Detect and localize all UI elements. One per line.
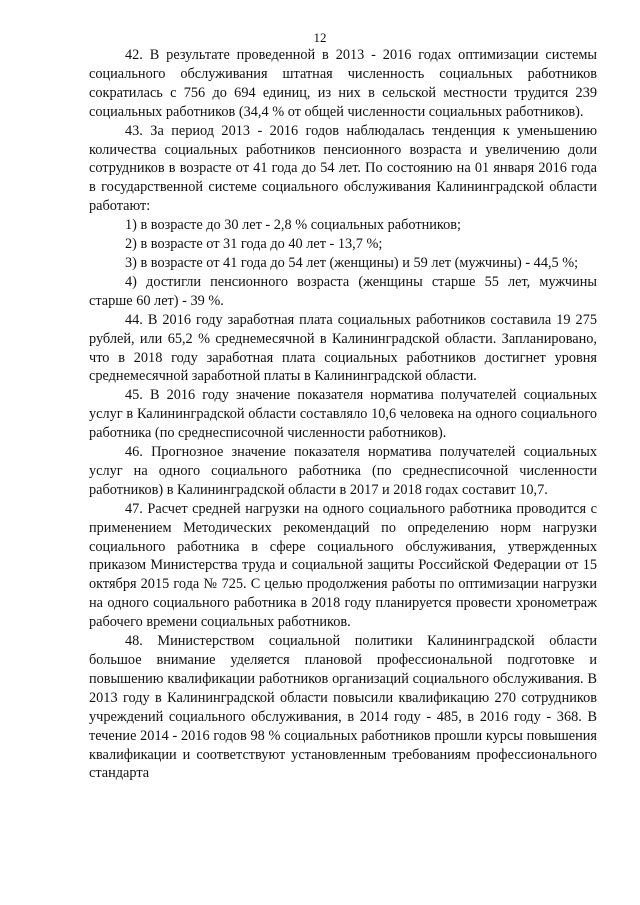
document-body [89, 46, 597, 783]
list-item-pension-age: 4) достигли пенсионного возраста (женщины старше 55 лет, мужчины старше 60 лет) - 39 %. [89, 273, 597, 309]
paragraph-46: 46. Прогнозное значение показателя норматива получателей социальных услуг на одного социального работника (по среднесписочной численности работников) в Калининградской области в 2017 и 2018 годах составит 10,7. [89, 444, 597, 498]
paragraph-48: 48. Министерством социальной политики Калининградской области большое внимание уделяется плановой профессиональной подготовке и повышению квалификации работников организаций социального обслуживания. В 2013 году в Калининградской области повысили квалификацию 270 сотрудников учреждений социального обслуживания, в 2014 году - 485, в 2016 году - 368. В течение 2014 - 2016 годов 98 % социальных работников прошли курсы повышения квалификации и соответствуют установленным требованиям профессионального стандарта [89, 633, 597, 782]
list-item-age-under-30: 1) в возрасте до 30 лет - 2,8 % социальных работников; [125, 217, 461, 234]
paragraph-45: 45. В 2016 году значение показателя норматива получателей социальных услуг в Калининградской области составляло 10,6 человека на одного социального работника (по среднесписочной численности работников). [89, 387, 597, 442]
paragraph-42: 42. В результате проведенной в 2013 - 2016 годах оптимизации системы социального обслуживания штатная численность социальных работников сократилась с 756 до 694 единиц, из них в сельской местности трудится 239 социальных работников (34,4 % от общей численности социальных работников). [89, 47, 597, 120]
page-number: 12 [313, 30, 327, 45]
paragraph-47: 47. Расчет средней нагрузки на одного социального работника проводится с применением Методических рекомендаций по определению норм нагрузки социального работника в сфере социального обслуживания, утвержденных приказом Министерства труда и социальной защиты Российской Федерации от 15 октября 2015 года № 725. С целью продолжения работы по оптимизации нагрузки на одного социального работника в 2018 году планируется провести хронометраж рабочего времени социальных работников. [89, 500, 597, 631]
list-item-age-41-54: 3) в возрасте от 41 года до 54 лет (женщины) и 59 лет (мужчины) - 44,5 %; [125, 254, 579, 271]
paragraph-43: 43. За период 2013 - 2016 годов наблюдалась тенденция к уменьшению количества социальных работников пенсионного возраста и увеличению доли сотрудников в возрасте от 41 года до 54 лет. По состоянию на 01 января 2016 года в государственной системе социального обслуживания Калининградской области работают: [89, 122, 597, 215]
list-item-age-31-40: 2) в возрасте от 31 года до 40 лет - 13,7 %; [125, 236, 383, 253]
paragraph-44: 44. В 2016 году заработная плата социальных работников составила 19 275 рублей, или 65,2 % среднемесячной в Калининградской области. Запланировано, что в 2018 году заработная плата социальных работников достигнет уровня среднемесячной заработной платы в Калининградской области. [89, 311, 597, 385]
